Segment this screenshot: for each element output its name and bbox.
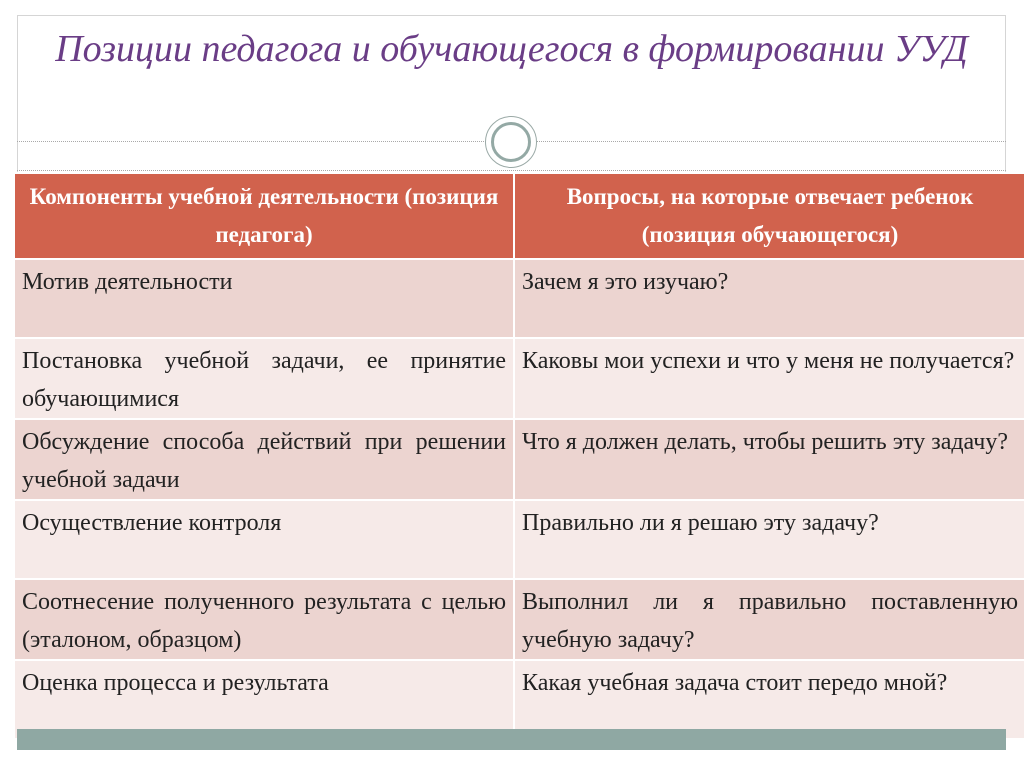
component-cell: Постановка учебной задачи, ее принятие обучающимися <box>14 338 514 419</box>
components-table <box>13 172 1024 740</box>
question-cell: Каковы мои успехи и что у меня не получается? <box>514 338 1024 419</box>
question-cell: Правильно ли я решаю эту задачу? <box>514 500 1024 579</box>
question-cell: Какая учебная задача стоит передо мной? <box>514 660 1024 739</box>
divider-line <box>17 170 1006 171</box>
header-teacher-position: Компоненты учебной деятельности (позиция педагога) <box>14 173 514 259</box>
question-cell: Что я должен делать, чтобы решить эту задачу? <box>514 419 1024 500</box>
question-cell: Зачем я это изучаю? <box>514 259 1024 338</box>
component-cell: Оценка процесса и результата <box>14 660 514 739</box>
table-row <box>14 579 1024 660</box>
table-row <box>14 500 1024 579</box>
component-cell: Обсуждение способа действий при решении учебной задачи <box>14 419 514 500</box>
table-row <box>14 660 1024 739</box>
table-row <box>14 259 1024 338</box>
table-header-row <box>14 173 1024 259</box>
slide-title: Позиции педагога и обучающегося в формировании УУД <box>55 28 968 70</box>
table-row <box>14 419 1024 500</box>
question-cell: Выполнил ли я правильно поставленную учебную задачу? <box>514 579 1024 660</box>
component-cell: Осуществление контроля <box>14 500 514 579</box>
header-student-position: Вопросы, на которые отвечает ребенок (позиция обучающегося) <box>514 173 1024 259</box>
table-row <box>14 338 1024 419</box>
footer-accent-bar <box>17 729 1006 750</box>
component-cell: Мотив деятельности <box>14 259 514 338</box>
circle-ornament-icon <box>485 116 537 168</box>
component-cell: Соотнесение полученного результата с целью (эталоном, образцом) <box>14 579 514 660</box>
